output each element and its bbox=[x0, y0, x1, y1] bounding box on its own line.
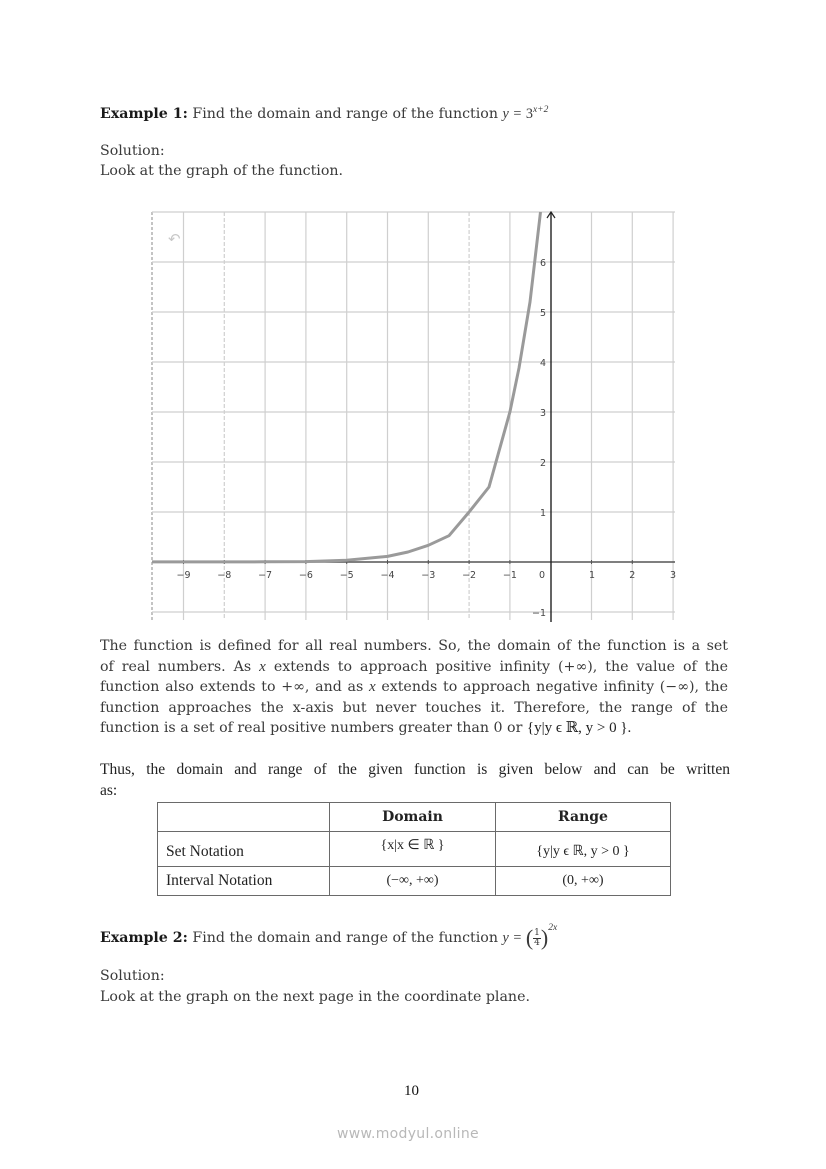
explanation-line-1: The function is defined for all real numbers. So, the domain of the function is a set bbox=[100, 638, 728, 654]
solution-2-label: Solution: bbox=[100, 968, 165, 984]
solution-1-text: Look at the graph of the function. bbox=[100, 163, 344, 179]
svg-text:3: 3 bbox=[539, 408, 546, 419]
range-cell: {y|y ϵ ℝ, y > 0 } bbox=[496, 832, 671, 867]
range-set-notation: {y|y ϵ ℝ, y > 0 }. bbox=[526, 720, 632, 737]
svg-text:6: 6 bbox=[539, 258, 546, 269]
example-1-label: Example 1: bbox=[100, 106, 188, 122]
example-2-label: Example 2: bbox=[100, 930, 188, 946]
svg-text:−5: −5 bbox=[339, 570, 354, 581]
table-row bbox=[158, 867, 671, 896]
page-number: 10 bbox=[404, 1083, 419, 1099]
solution-2-text: Look at the graph on the next page in the coordinate plane. bbox=[100, 989, 530, 1005]
svg-text:−4: −4 bbox=[380, 570, 395, 581]
example-1-equals: = bbox=[513, 106, 522, 122]
example-2-exponent: 2x bbox=[548, 923, 558, 933]
table-header-row bbox=[158, 803, 671, 832]
thus-text: Thus, the domain and range of the given function is given below and can be written as: bbox=[100, 761, 730, 799]
example-1-exponent: x+2 bbox=[532, 105, 549, 115]
table-row bbox=[158, 832, 671, 867]
domain-cell: {x|x ∈ ℝ } bbox=[330, 832, 496, 867]
example-2-equals: = bbox=[513, 930, 522, 946]
svg-text:−8: −8 bbox=[217, 570, 232, 581]
vertical-gridlines bbox=[184, 212, 677, 620]
svg-text:−6: −6 bbox=[298, 570, 313, 581]
undo-icon: ↶ bbox=[168, 230, 181, 248]
svg-text:−3: −3 bbox=[421, 570, 436, 581]
example-2-heading: Example 2: Find the domain and range of the function y = ( $\frac{1}{4}$ )$^{2x}$ bbox=[100, 923, 558, 950]
explanation-line-5: function is a set of real positive numbers greater than 0 or {y|y ϵ ℝ, y > 0 }. bbox=[100, 720, 632, 737]
svg-text:2: 2 bbox=[629, 570, 636, 581]
graph-svg bbox=[145, 205, 685, 630]
explanation-line-2: of real numbers. As x extends to approach positive infinity (+∞), the value of the bbox=[100, 658, 729, 675]
domain-cell: (−∞, +∞) bbox=[330, 867, 496, 896]
example-2-lhs: y bbox=[502, 930, 509, 946]
header-domain: Domain bbox=[330, 803, 496, 832]
example-2-prompt: Find the domain and range of the function bbox=[192, 930, 498, 946]
watermark: www.modyul.online bbox=[337, 1126, 479, 1142]
range-cell: (0, +∞) bbox=[496, 867, 671, 896]
svg-text:−2: −2 bbox=[462, 570, 477, 581]
horizontal-gridlines bbox=[152, 212, 675, 612]
row-label: Interval Notation bbox=[158, 867, 330, 896]
svg-text:1: 1 bbox=[539, 508, 546, 519]
svg-text:3: 3 bbox=[669, 570, 677, 581]
explanation-line-3: function also extends to +∞, and as x extends to approach negative infinity (−∞), the bbox=[100, 679, 728, 696]
solution-1-label: Solution: bbox=[100, 143, 165, 159]
explanation-line-4: function approaches the x-axis but never touches it. Therefore, the range of the bbox=[100, 699, 728, 716]
svg-text:1: 1 bbox=[588, 570, 596, 581]
svg-text:−9: −9 bbox=[176, 570, 191, 581]
explanation-paragraph bbox=[100, 636, 728, 739]
x-tick-labels bbox=[176, 570, 676, 581]
example-1-prompt: Find the domain and range of the function bbox=[192, 106, 498, 122]
svg-text:2: 2 bbox=[539, 458, 546, 469]
svg-text:5: 5 bbox=[539, 308, 546, 319]
domain-range-table bbox=[157, 802, 671, 896]
header-range: Range bbox=[496, 803, 671, 832]
example-1-base: 3 bbox=[525, 106, 533, 122]
svg-text:4: 4 bbox=[539, 358, 546, 369]
svg-text:−1: −1 bbox=[531, 608, 546, 619]
example-1-heading bbox=[100, 100, 548, 125]
row-label: Set Notation bbox=[158, 832, 330, 867]
example-2-fraction: $\frac{1}{4}$ bbox=[534, 927, 540, 948]
svg-text:−1: −1 bbox=[502, 570, 517, 581]
svg-text:0: 0 bbox=[538, 570, 546, 581]
function-graph bbox=[145, 205, 685, 630]
svg-text:−7: −7 bbox=[258, 570, 273, 581]
example-1-lhs: y bbox=[502, 106, 509, 122]
